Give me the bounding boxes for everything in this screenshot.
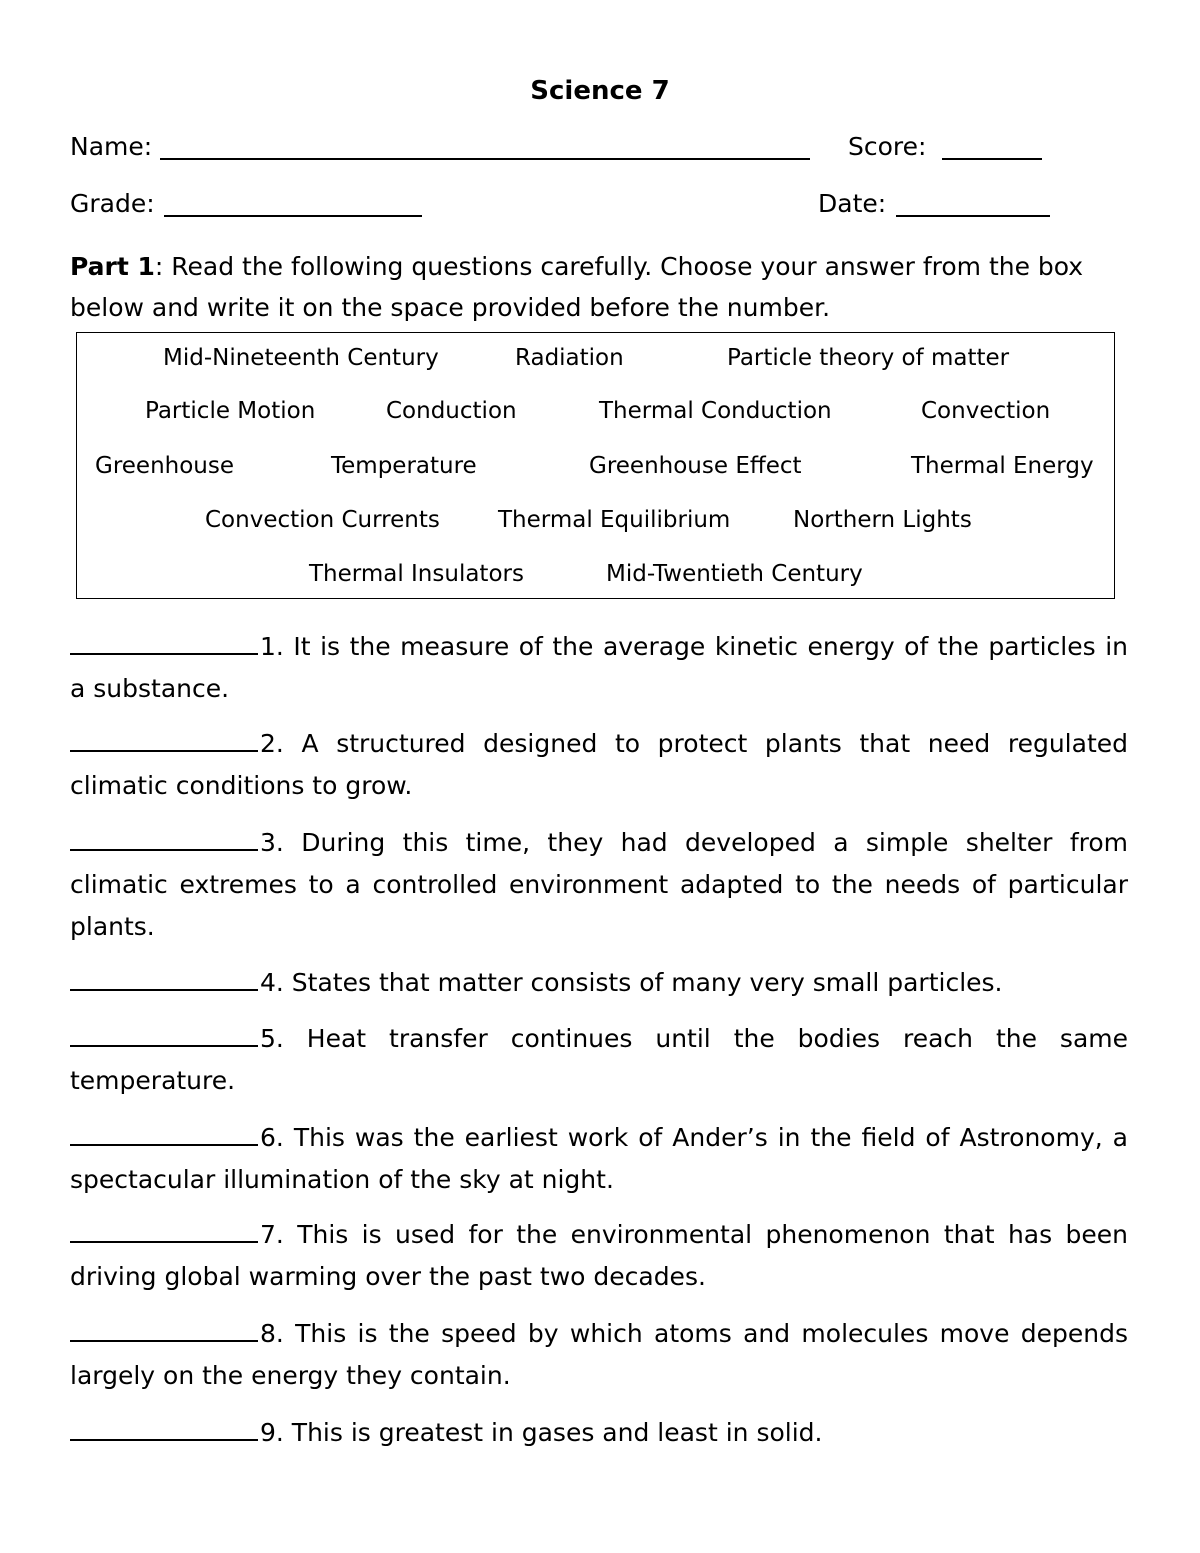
answer-blank[interactable] [70,1045,258,1047]
question-text: 5. Heat transfer continues until the bodies reach the same temperature. [70,1024,1128,1095]
date-label: Date: [818,189,887,218]
part1-instruction-text: : Read the following questions carefully. Choose your answer from the box below and write it on the space provided before the number. [70,252,1084,322]
word-bank-item: Particle theory of matter [727,345,1010,371]
answer-blank[interactable] [70,653,258,655]
question-item [70,962,1128,1004]
question-item [70,723,1128,807]
word-bank-item: Conduction [386,398,517,424]
answer-blank[interactable] [70,1340,258,1342]
name-score-row [70,132,1130,166]
grade-date-row [70,189,1130,223]
question-text: 4. States that matter consists of many very small particles. [260,968,1003,997]
part1-heading: Part 1 [70,252,155,281]
answer-blank[interactable] [70,989,258,991]
question-item [70,822,1128,948]
question-text: 9. This is greatest in gases and least in solid. [260,1418,823,1447]
question-text: 1. It is the measure of the average kinetic energy of the particles in a substance. [70,632,1128,703]
word-bank-item: Thermal Conduction [599,398,832,424]
question-text: 2. A structured designed to protect plants that need regulated climatic conditions to grow. [70,729,1128,800]
word-bank-item: Convection Currents [205,507,440,533]
answer-blank[interactable] [70,1144,258,1146]
date-field[interactable] [896,189,1050,217]
word-bank-item: Convection [921,398,1051,424]
word-bank-item: Radiation [515,345,624,371]
question-text: 8. This is the speed by which atoms and molecules move depends largely on the energy they contain. [70,1319,1128,1390]
question-text: 3. During this time, they had developed a simple shelter from climatic extremes to a controlled environment adapted to the needs of particular plants. [70,828,1128,941]
answer-blank[interactable] [70,1439,258,1441]
name-field[interactable] [160,132,810,160]
word-bank-item: Mid-Twentieth Century [606,561,863,587]
word-bank-item: Thermal Energy [911,453,1094,479]
question-item [70,1313,1128,1397]
question-text: 6. This was the earliest work of Ander’s in the field of Astronomy, a spectacular illumination of the sky at night. [70,1123,1128,1194]
question-item [70,1214,1128,1298]
question-text: 7. This is used for the environmental phenomenon that has been driving global warming over the past two decades. [70,1220,1128,1291]
word-bank-item: Particle Motion [145,398,316,424]
word-bank-item: Northern Lights [793,507,972,533]
word-bank-item: Greenhouse Effect [589,453,802,479]
word-bank-item: Temperature [331,453,477,479]
name-label: Name: [70,132,153,161]
score-label: Score: [848,132,927,161]
answer-blank[interactable] [70,849,258,851]
word-bank-item: Thermal Equilibrium [498,507,731,533]
question-item [70,626,1128,710]
page-title: Science 7 [530,76,670,106]
word-bank-item: Mid-Nineteenth Century [163,345,439,371]
word-bank-item: Thermal Insulators [309,561,524,587]
word-bank-item: Greenhouse [95,453,235,479]
question-item [70,1412,1128,1454]
answer-blank[interactable] [70,750,258,752]
grade-label: Grade: [70,189,155,218]
part1-instructions [70,246,1130,328]
grade-field[interactable] [164,189,422,217]
score-field[interactable] [942,132,1042,160]
answer-blank[interactable] [70,1241,258,1243]
word-bank-box [76,332,1115,599]
question-item [70,1018,1128,1102]
question-item [70,1117,1128,1201]
